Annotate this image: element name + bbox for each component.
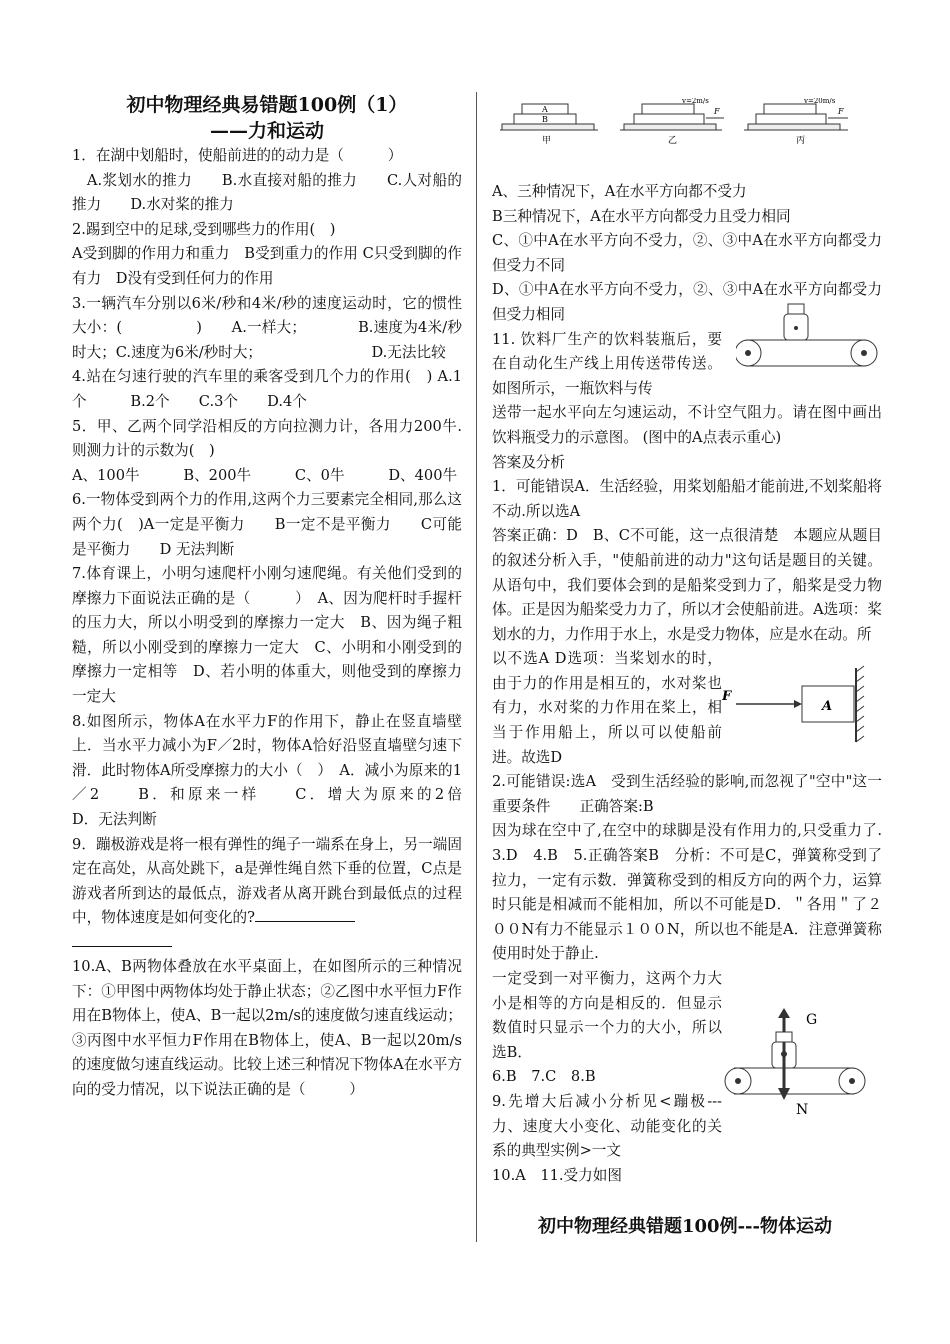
column-divider: [476, 92, 477, 1242]
question-3: 3.一辆汽车分别以6米/秒和4米/秒的速度运动时，它的惯性大小：( ) A.一样大； B.速度为4米/秒时大；C.速度为6米/秒时大； D.无法比较: [72, 294, 462, 361]
figure-yi: [620, 98, 724, 146]
question-9: [72, 833, 462, 931]
figure-bing: [744, 98, 848, 146]
label-f-bing: F: [838, 107, 844, 116]
answer-1: 1．可能错误A．生活经验，用桨划船船才能前进,不划桨船将不动.所以选A: [492, 478, 882, 520]
label-block-a: A: [822, 699, 833, 714]
label-jia: 甲: [542, 136, 552, 146]
question-10: 10.A、B两物体叠放在水平桌面上，在如图所示的三种情况下：①甲图中两物体均处于静止状态；②乙图中水平恒力F作用在B物体上，使A、B一起以2m/s的速度做匀速直线运动；③丙图中水平恒力F作用在B物体上，使A、B一起以20m/s的速度做匀速直线运动。比较上述三种情况下物体A在水平方向的受力情况，以下说法正确的是（ ）: [72, 958, 462, 1098]
question-8: 8.如图所示，物体A在水平力F的作用下，静止在竖直墙壁上．当水平力减小为F／2时，物体A恰好沿竖直墙壁匀速下滑．此时物体A所受摩擦力的大小（ ） A．减小为原来的1／2 B．和原来一样 C．增大为原来的2倍 D．无法判断: [72, 712, 594, 829]
page-title: 初中物理经典易错题100例（1）: [126, 94, 408, 116]
figure-blocks-three-cases: [498, 98, 858, 148]
question-6: 6.一物体受到两个力的作用,这两个力三要素完全相同,那么这两个力( )A一定是平衡力 B一定不是平衡力 C可能是平衡力 D 无法判断: [72, 491, 462, 558]
figure-conveyor-forces: [724, 1008, 884, 1118]
answer-1-explain: 答案正确：D B、C不可能，这一点很清楚 本题应从题目的叙述分析入手，"使船前进的动力"这句话是题目的关键。从语句中，我们要体会到的是船桨受到力了，船桨是受力物体。正是因为船桨受力力了，所以才会使船前进。A选项：桨划水的力，力作用于水上，水是受力物体，应是水在动。所: [492, 527, 882, 643]
answers-10-11: 10.A 11.受力如图: [492, 1166, 622, 1184]
label-v2: v=2m/s: [682, 98, 709, 105]
answer-2-explain: 因为球在空中了,在空中的球脚是没有作用力的,只受重力了. 3.D 4.B 5.正确答案B 分析：不可是C，弹簧称受到了拉力，一定有示数．弹簧称受到的相反方向的两个力，运算时只能是相减而不能相加，所以不可能是D．＂各用＂了２００N有力不能显示１００N，所以也不能是A．注意弹簧称使用时处于静止.: [492, 822, 897, 963]
label-gravity-g: G: [806, 1012, 818, 1028]
answer-2: 2.可能错误:选A 受到生活经验的影响,而忽视了"空中"这一重要条件 正确答案:B: [492, 773, 882, 815]
q10-option-b: B三种情况下，A在水平方向都受力且受力相同: [492, 207, 791, 225]
q10-option-a: A、三种情况下，A在水平方向都不受力: [492, 183, 747, 200]
question-1-options: A.浆划水的推力 B.水直接对船的推力 C.人对船的推力 D.水对桨的推力: [72, 171, 462, 214]
label-yi: 乙: [668, 136, 678, 146]
answer-9: 9.先增大后减小分析见<蹦极---力、速度大小变化、动能变化的关系的典型实例>一文: [492, 1092, 722, 1160]
answer-5-explain-cont: 一定受到一对平衡力，这两个力大小是相等的方向是相反的．但显示数值时只显示一个力的大小，所以选B．: [492, 970, 722, 1061]
question-5: 5．甲、乙两个同学沿相反的方向拉测力计，各用力200牛.则测力计的示数为( ): [72, 417, 462, 460]
figure-conveyor-bottle: [736, 298, 886, 370]
answer-blank: [255, 907, 355, 922]
question-1: 1．在湖中划船时，使船前进的的动力是（ ）: [72, 147, 403, 164]
answers-6-8: 6.B 7.C 8.B: [492, 1068, 596, 1086]
answer-1-explain-cont: 以不选A D选项：当桨划水的时，由于力的作用是相互的，水对桨也有力，水对桨的力作用在桨上，相当于作用船上，所以可以使船前进。故选D: [492, 650, 722, 766]
answer-heading: 答案及分析: [492, 453, 565, 471]
figure-block-on-wall: [722, 664, 882, 744]
label-v20: v=20m/s: [804, 98, 836, 105]
q10-option-c: C、①中A在水平方向不受力，②、③中A在水平方向都受力但受力不同: [492, 232, 882, 274]
question-9-blank-line: [72, 931, 462, 955]
question-5-options: A、100牛 B、200牛 C、0牛 D、400牛: [72, 466, 458, 484]
question-4: 4.站在匀速行驶的汽车里的乘客受到几个力的作用( ) A.1个 B.2个 C.3个 D.4个: [72, 368, 462, 410]
label-b: B: [542, 115, 548, 124]
question-11-rest: 送带一起水平向左匀速运动，不计空气阻力。请在图中画出饮料瓶受力的示意图。 (图中的A点表示重心): [492, 404, 882, 446]
question-2-options: A受到脚的作用力和重力 B受到重力的作用 C只受到脚的作有力 D没有受到任何力的作用: [72, 245, 462, 287]
q10-option-d: D、①中A在水平方向不受力，②、③中A在水平方向都受力但受力相同: [492, 281, 882, 323]
question-7: 7.体育课上，小明匀速爬杆小刚匀速爬绳。有关他们受到的摩擦力下面说法正确的是（ ） A、因为爬杆时手握杆的压力大，所以小明受到的摩擦力一定大 B、因为绳子粗糙，所以小刚受到的摩擦力一定大 C、小明和小刚受到的摩擦力一定相等 D、若小明的体重大，则他受到的摩擦力一定大: [72, 565, 462, 706]
label-force-f: F: [722, 689, 732, 704]
page-subtitle: ——力和运动: [209, 120, 324, 142]
answer-blank-2: [72, 932, 172, 947]
question-11: 11. 饮料厂生产的饮料装瓶后，要在自动化生产线上用传送带传送。如图所示，一瓶饮料与传: [492, 330, 722, 397]
question-2: 2.踢到空中的足球,受到哪些力的作用( ): [72, 220, 336, 238]
label-a: A: [542, 105, 548, 114]
label-normal-n: N: [796, 1102, 809, 1118]
section-title-motion: 初中物理经典错题100例---物体运动: [538, 1216, 832, 1237]
question-9-text: 9．蹦极游戏是将一根有弹性的绳子一端系在身上，另一端固定在高处，从高处跳下，a是弹性绳自然下垂的位置，C点是游戏者所到达的最低点，游戏者从离开跳台到最低点的过程中，物体速度是如何变化的?: [72, 835, 462, 927]
figure-jia: [500, 104, 598, 146]
label-bing: 丙: [796, 136, 806, 146]
label-f-yi: F: [714, 107, 720, 116]
